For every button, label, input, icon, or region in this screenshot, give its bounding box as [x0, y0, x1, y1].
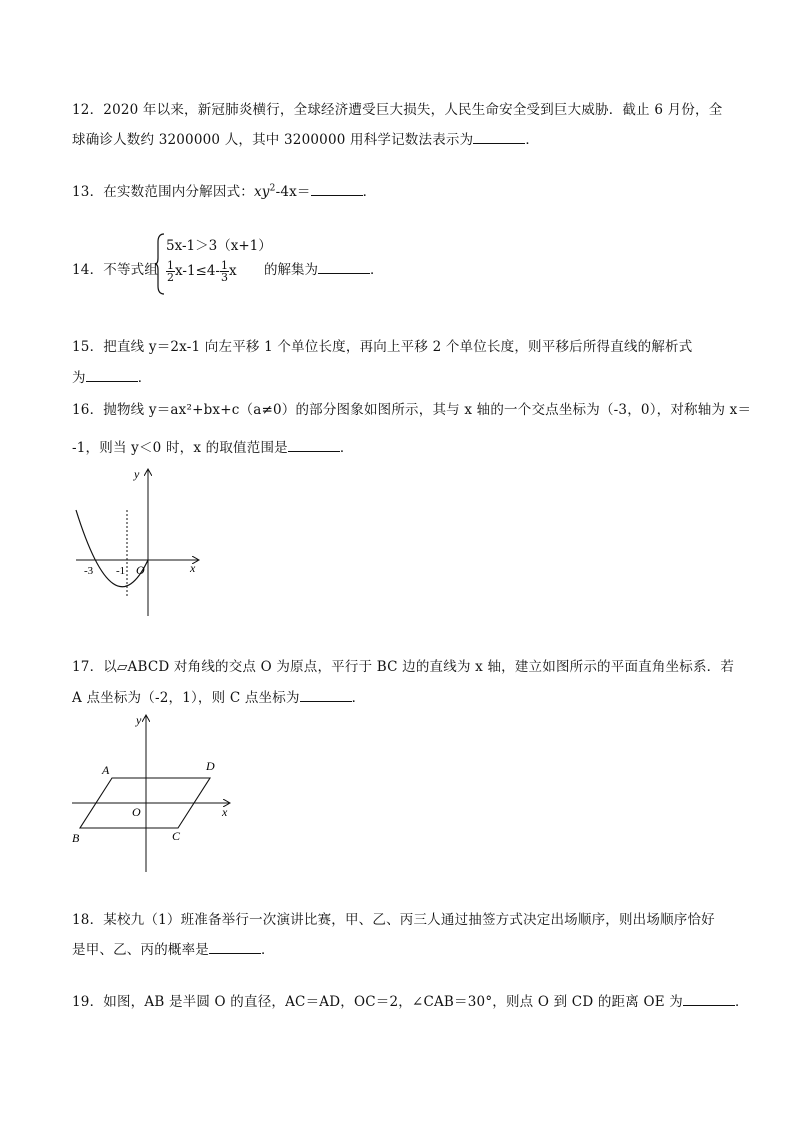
q12-line1: 12．2020 年以来，新冠肺炎横行，全球经济遭受巨大损失，人民生命安全受到巨大威胁．截止 6 月份，全 [72, 102, 723, 118]
q16-line1: 16．抛物线 y＝ax²+bx+c（a≠0）的部分图象如图所示，其与 x 轴的一个交点坐标为（-3，0），对称轴为 x＝ [72, 402, 752, 418]
point-c-label: C [172, 829, 181, 843]
origin-label: O [136, 563, 145, 577]
answer-blank [318, 261, 370, 274]
origin-label: O [132, 805, 141, 819]
answer-blank [288, 439, 340, 452]
q19-line1: 19．如图，AB 是半圆 O 的直径，AC＝AD，OC＝2，∠CAB＝30°，则点 O 到 CD 的距离 OE 为 ． [72, 994, 749, 1010]
q17-line2: A 点坐标为（-2，1），则 C 点坐标为 ． [72, 690, 366, 706]
q13-exp: 2 [269, 183, 276, 194]
q15-line1: 15．把直线 y＝2x-1 向左平移 1 个单位长度，再向上平移 2 个单位长度，则平移后所得直线的解析式 [72, 339, 693, 355]
brace-icon [154, 232, 166, 296]
x-label: x [222, 805, 228, 819]
q13-rest: -4x＝ [275, 184, 311, 200]
q17-line1: 17．以▱ABCD 对角线的交点 O 为原点，平行于 BC 边的直线为 x 轴，建立如图所示的平面直角坐标系．若 [72, 659, 735, 675]
point-b-label: B [72, 831, 80, 845]
q14-x: x [229, 263, 237, 279]
q13-xy: xy [253, 184, 270, 200]
q13-line [72, 180, 376, 200]
x-label: x [190, 561, 196, 575]
answer-blank [209, 941, 261, 954]
q18-line2: 是甲、乙、丙的概率是 ． [72, 942, 275, 958]
answer-blank [86, 369, 138, 382]
q15-line2: 为 ． [72, 370, 152, 386]
parallelogram-figure [64, 708, 244, 876]
tick-minus-1: -1 [116, 565, 126, 577]
q12-line2 [72, 128, 539, 148]
q14-prefix: 14．不等式组 [72, 262, 159, 278]
fraction-half: $\frac{1}{2}$ [167, 259, 174, 284]
q13-text: 13．在实数范围内分解因式： [72, 184, 254, 200]
period: ． [362, 184, 377, 200]
q16-line2: -1，则当 y＜0 时，x 的取值范围是 ． [72, 440, 354, 456]
q12-text: 球确诊人数约 3200000 人，其中 3200000 用科学记数法表示为 [72, 132, 474, 148]
fraction-third: $\frac{1}{3}$ [221, 259, 228, 284]
q14-ineq2 [166, 260, 237, 283]
point-d-label: D [206, 759, 215, 773]
q14-mid: x-1≤4- [175, 263, 220, 279]
q14-ineq1: 5x-1＞3（x+1） [166, 238, 272, 254]
answer-blank [473, 131, 525, 144]
q14-suffix: 的解集为 ． [264, 262, 384, 278]
answer-blank [683, 993, 735, 1006]
answer-blank [300, 689, 352, 702]
y-label: y [136, 713, 142, 727]
y-label: y [134, 467, 140, 481]
answer-blank [311, 183, 363, 196]
parabola-figure [64, 462, 214, 622]
period: ． [525, 132, 540, 148]
point-a-label: A [102, 763, 110, 777]
tick-minus-3: -3 [84, 565, 94, 577]
q18-line1: 18．某校九（1）班准备举行一次演讲比赛，甲、乙、丙三人通过抽签方式决定出场顺序，则出场顺序恰好 [72, 912, 715, 928]
